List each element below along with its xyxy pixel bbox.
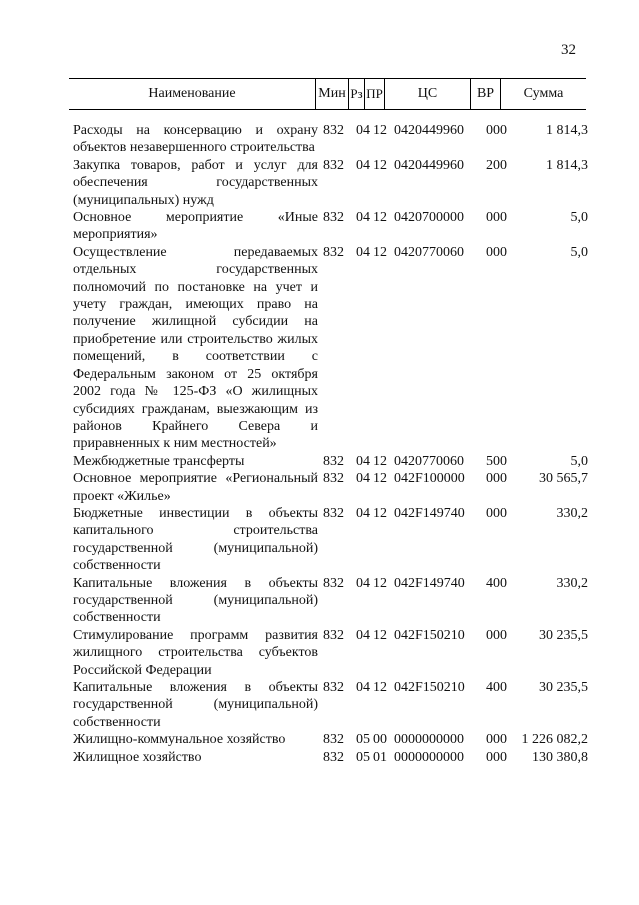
row-min: 832: [323, 123, 344, 138]
row-sum: 30 235,5: [539, 680, 588, 695]
row-sum: 5,0: [570, 453, 588, 469]
row-min: 832: [323, 453, 344, 469]
header-vr: ВР: [471, 79, 501, 109]
row-rz: 04: [356, 575, 370, 591]
row-cs: 042F149740: [394, 575, 465, 591]
table-row: [73, 453, 588, 470]
row-rz: 05: [356, 749, 370, 765]
row-sum: 30 565,7: [539, 471, 588, 487]
row-rz: 04: [356, 210, 370, 226]
row-name: Основное мероприятие «Иные мероприятия»: [73, 210, 318, 243]
header-cs: ЦС: [385, 79, 471, 109]
row-min: 832: [323, 471, 344, 487]
row-sum: 30 235,5: [539, 627, 588, 643]
row-min: 832: [323, 575, 344, 591]
row-vr: 000: [486, 749, 507, 765]
row-vr: 000: [486, 732, 507, 748]
header-pr: ПР: [365, 79, 385, 109]
row-name: Капитальные вложения в объекты государственной (муниципальной) собственности: [73, 680, 318, 730]
row-vr: 000: [486, 505, 507, 521]
row-sum: 5,0: [570, 244, 588, 260]
table-body: [73, 122, 588, 766]
row-cs: 0420700000: [394, 210, 464, 226]
row-vr: 000: [486, 627, 507, 643]
row-vr: 200: [486, 157, 507, 173]
row-rz: 04: [356, 505, 370, 521]
row-min: 832: [323, 210, 344, 226]
header-rz: Рз: [349, 79, 365, 109]
row-vr: 000: [486, 123, 507, 138]
row-rz: 04: [356, 244, 370, 260]
row-vr: 000: [486, 244, 507, 260]
row-sum: 1 226 082,2: [521, 732, 588, 748]
table-row: [73, 470, 588, 505]
row-min: 832: [323, 732, 344, 748]
row-name: Стимулирование программ развития жилищного строительства субъектов Российской Федерации: [73, 627, 318, 678]
header-min: Мин: [316, 79, 349, 109]
row-cs: 042F149740: [394, 505, 465, 521]
row-min: 832: [323, 244, 344, 260]
row-pr: 12: [373, 244, 387, 260]
table-row: [73, 749, 588, 766]
table-header: [69, 78, 586, 110]
row-sum: 330,2: [556, 575, 588, 591]
row-cs: 0420449960: [394, 123, 464, 138]
row-vr: 400: [486, 575, 507, 591]
row-cs: 0420770060: [394, 453, 464, 469]
row-pr: 12: [373, 575, 387, 591]
row-vr: 400: [486, 680, 507, 695]
row-cs: 0420770060: [394, 244, 464, 260]
row-name: Основное мероприятие «Региональный проект «Жилье»: [73, 471, 318, 504]
row-pr: 12: [373, 123, 387, 138]
header-name: Наименование: [69, 79, 316, 109]
page-number: 32: [561, 42, 576, 58]
row-min: 832: [323, 157, 344, 173]
row-min: 832: [323, 680, 344, 695]
row-name: Расходы на консервацию и охрану объектов незавершенного строительства: [73, 123, 318, 156]
table-row: [73, 244, 588, 453]
row-cs: 042F150210: [394, 627, 465, 643]
table-row: [73, 122, 588, 157]
row-pr: 12: [373, 157, 387, 173]
row-pr: 12: [373, 680, 387, 695]
row-rz: 04: [356, 471, 370, 487]
table-row: [73, 627, 588, 679]
table-row: [73, 575, 588, 627]
row-cs: 0000000000: [394, 749, 464, 765]
row-name: Капитальные вложения в объекты государственной (муниципальной) собственности: [73, 575, 318, 626]
row-rz: 04: [356, 453, 370, 469]
row-pr: 12: [373, 210, 387, 226]
row-sum: 5,0: [570, 210, 588, 226]
row-pr: 12: [373, 471, 387, 487]
table-row: [73, 731, 588, 748]
row-rz: 05: [356, 732, 370, 748]
row-vr: 000: [486, 210, 507, 226]
row-name: Межбюджетные трансферты: [73, 453, 245, 469]
row-name: Бюджетные инвестиции в объекты капитального строительства государственной (муниципальной) собственности: [73, 505, 318, 574]
row-name: Осуществление передаваемых отдельных государственных полномочий по постановке на учет и учету граждан, имеющих право на получение жилищной субсидии на приобретение или строительство жилых помещений, в соответствии с Федеральным законом от 25 октября 2002 года № 125-ФЗ «О жилищных субсидиях гражданам, выезжающим из районов Крайнего Севера и приравненных к ним местностей»: [73, 244, 318, 452]
header-sum: Сумма: [523, 86, 564, 101]
row-min: 832: [323, 749, 344, 765]
row-vr: 500: [486, 453, 507, 469]
row-pr: 01: [373, 749, 387, 765]
row-vr: 000: [486, 471, 507, 487]
row-rz: 04: [356, 123, 370, 138]
row-min: 832: [323, 505, 344, 521]
row-min: 832: [323, 627, 344, 643]
row-pr: 12: [373, 505, 387, 521]
row-rz: 04: [356, 680, 370, 695]
table-row: [73, 209, 588, 244]
row-rz: 04: [356, 627, 370, 643]
row-cs: 042F100000: [394, 471, 465, 487]
row-sum: 330,2: [556, 505, 588, 521]
row-rz: 04: [356, 157, 370, 173]
row-cs: 0420449960: [394, 157, 464, 173]
table-row: [73, 679, 588, 731]
row-name: Жилищное хозяйство: [73, 749, 202, 765]
table-row: [73, 505, 588, 575]
row-name: Жилищно-коммунальное хозяйство: [73, 732, 286, 748]
row-sum: 130 380,8: [532, 749, 588, 765]
row-name: Закупка товаров, работ и услуг для обеспечения государственных (муниципальных) нужд: [73, 157, 318, 208]
row-sum: 1 814,3: [546, 157, 588, 173]
row-pr: 12: [373, 453, 387, 469]
row-pr: 12: [373, 627, 387, 643]
row-sum: 1 814,3: [546, 123, 588, 138]
row-pr: 00: [373, 732, 387, 748]
row-cs: 0000000000: [394, 732, 464, 748]
table-row: [73, 157, 588, 209]
row-cs: 042F150210: [394, 680, 465, 695]
